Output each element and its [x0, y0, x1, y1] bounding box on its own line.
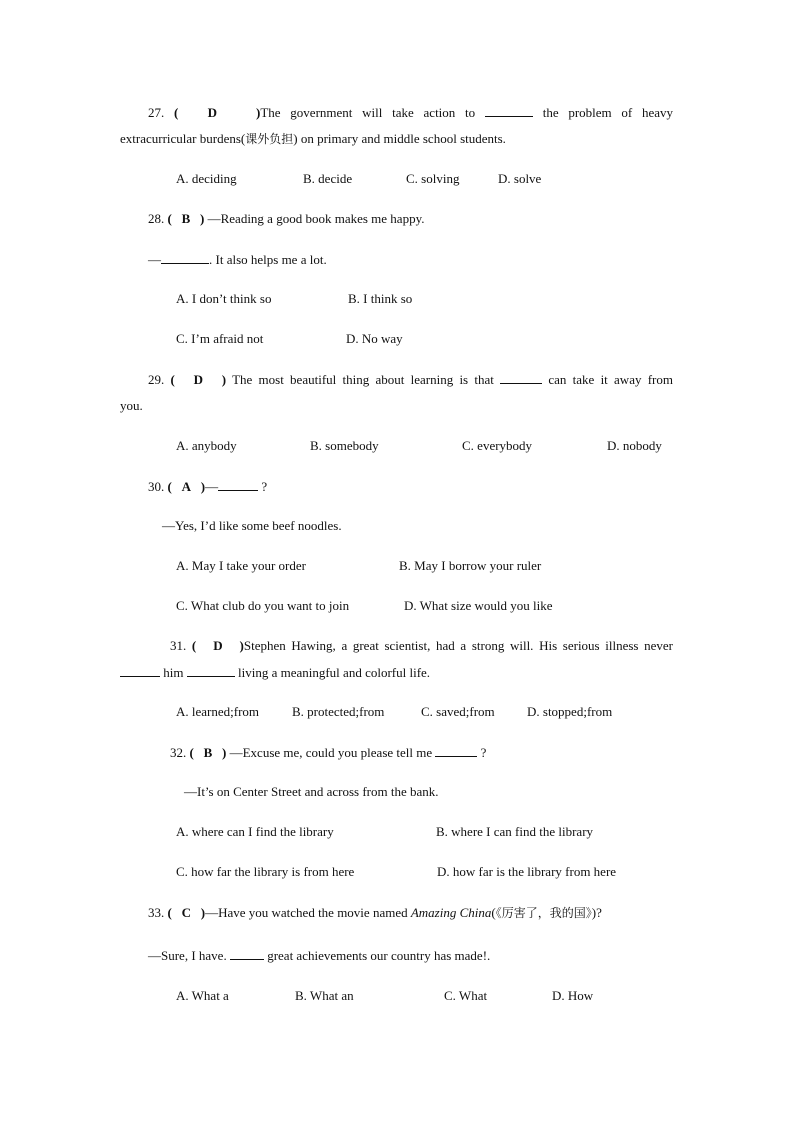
- question-number: 27.: [148, 105, 165, 120]
- question-30-line2: —Yes, I’d like some beef noodles.: [162, 518, 342, 533]
- question-33-line1: [148, 905, 602, 921]
- question-number: 33.: [148, 905, 165, 920]
- question-text: —Have you watched the movie named: [205, 905, 408, 920]
- option-d: D. stopped;from: [527, 704, 613, 719]
- question-text: (: [491, 905, 496, 920]
- option-a: A. What a: [176, 988, 229, 1003]
- option-a: A. deciding: [176, 171, 237, 186]
- question-text: The most beautiful thing about learning is that: [232, 372, 494, 387]
- question-28-line2: [148, 251, 327, 268]
- option-c: C. What: [444, 988, 488, 1003]
- answer-letter: B: [181, 211, 191, 226]
- question-text: living a meaningful and colorful life.: [237, 665, 431, 680]
- question-27-line1: [148, 104, 673, 121]
- option-d: D. solve: [498, 171, 542, 186]
- option-c: C. everybody: [462, 438, 533, 453]
- movie-title: Amazing China: [410, 905, 492, 920]
- question-number: 31.: [170, 638, 187, 653]
- question-31-line2: [120, 664, 430, 681]
- question-text: —Sure, I have.: [148, 948, 227, 963]
- answer-blank: [218, 478, 258, 491]
- option-d: D. What size would you like: [404, 598, 553, 613]
- chinese-gloss: 《厉害了，我的国》: [495, 906, 592, 920]
- question-text: —Excuse me, could you please tell me: [229, 745, 433, 760]
- question-text: —: [148, 252, 161, 267]
- question-27-line2: [120, 131, 506, 147]
- answer-bracket: ( D ): [174, 105, 261, 120]
- question-text: ) on primary and middle school students.: [293, 131, 506, 146]
- option-a: A. I don’t think so: [176, 291, 272, 306]
- answer-blank: [230, 947, 264, 960]
- question-text: —Reading a good book makes me happy.: [207, 211, 425, 226]
- question-29-line2: you.: [120, 398, 143, 413]
- option-c: C. saved;from: [421, 704, 495, 719]
- question-number: 28.: [148, 211, 165, 226]
- question-text: Stephen Hawing, a great scientist, had a strong will. His serious illness never: [243, 638, 673, 653]
- question-28-line1: [148, 211, 424, 227]
- answer-bracket: ( C ): [167, 905, 206, 920]
- question-text: ?: [480, 745, 487, 760]
- chinese-gloss: 课外负担: [245, 132, 294, 146]
- answer-letter: A: [181, 479, 191, 494]
- answer-blank: [120, 664, 160, 677]
- option-c: C. I’m afraid not: [176, 331, 264, 346]
- question-text: extracurricular burdens(: [120, 131, 246, 146]
- answer-letter: D: [193, 372, 203, 387]
- answer-letter: B: [203, 745, 213, 760]
- question-text: )?: [591, 905, 602, 920]
- question-text: the problem of heavy: [542, 105, 674, 120]
- option-c: C. how far the library is from here: [176, 864, 355, 879]
- option-d: D. No way: [346, 331, 403, 346]
- question-32-line2: —It’s on Center Street and across from the bank.: [184, 784, 439, 799]
- question-29-line1: [148, 371, 673, 388]
- option-c: C. What club do you want to join: [176, 598, 350, 613]
- answer-bracket: ( B ): [189, 745, 227, 760]
- question-32-line1: [170, 744, 486, 761]
- question-number: 29.: [148, 372, 165, 387]
- option-a: A. May I take your order: [176, 558, 306, 573]
- option-b: B. What an: [295, 988, 354, 1003]
- option-c: C. solving: [406, 171, 460, 186]
- option-b: B. where I can find the library: [436, 824, 594, 839]
- option-b: B. I think so: [348, 291, 413, 306]
- question-text: him: [163, 665, 184, 680]
- question-number: 32.: [170, 745, 187, 760]
- answer-bracket: ( B ): [167, 211, 205, 226]
- option-b: B. protected;from: [292, 704, 385, 719]
- question-text: ?: [261, 479, 268, 494]
- answer-blank: [485, 104, 533, 117]
- option-d: D. nobody: [607, 438, 662, 453]
- question-number: 30.: [148, 479, 165, 494]
- option-d: D. How: [552, 988, 594, 1003]
- option-a: A. learned;from: [176, 704, 260, 719]
- option-b: B. somebody: [310, 438, 379, 453]
- question-33-line2: [148, 947, 490, 964]
- question-text: —: [205, 479, 219, 494]
- question-30-line1: [148, 478, 267, 495]
- answer-blank: [435, 744, 477, 757]
- answer-letter: C: [181, 905, 191, 920]
- answer-letter: D: [207, 105, 217, 120]
- answer-blank: [500, 371, 542, 384]
- answer-blank: [161, 251, 209, 264]
- option-a: A. where can I find the library: [176, 824, 334, 839]
- answer-blank: [187, 664, 235, 677]
- question-text: The government will take action to: [260, 105, 476, 120]
- question-text: . It also helps me a lot.: [209, 252, 327, 267]
- answer-bracket: ( A ): [167, 479, 206, 494]
- option-a: A. anybody: [176, 438, 237, 453]
- option-b: B. May I borrow your ruler: [399, 558, 542, 573]
- answer-bracket: ( D ): [191, 638, 244, 653]
- option-b: B. decide: [303, 171, 353, 186]
- answer-letter: D: [213, 638, 223, 653]
- option-d: D. how far is the library from here: [437, 864, 617, 879]
- question-text: can take it away from: [548, 372, 673, 387]
- question-31-line1: [170, 638, 673, 654]
- question-text: great achievements our country has made!.: [267, 948, 491, 963]
- answer-bracket: ( D ): [170, 372, 227, 387]
